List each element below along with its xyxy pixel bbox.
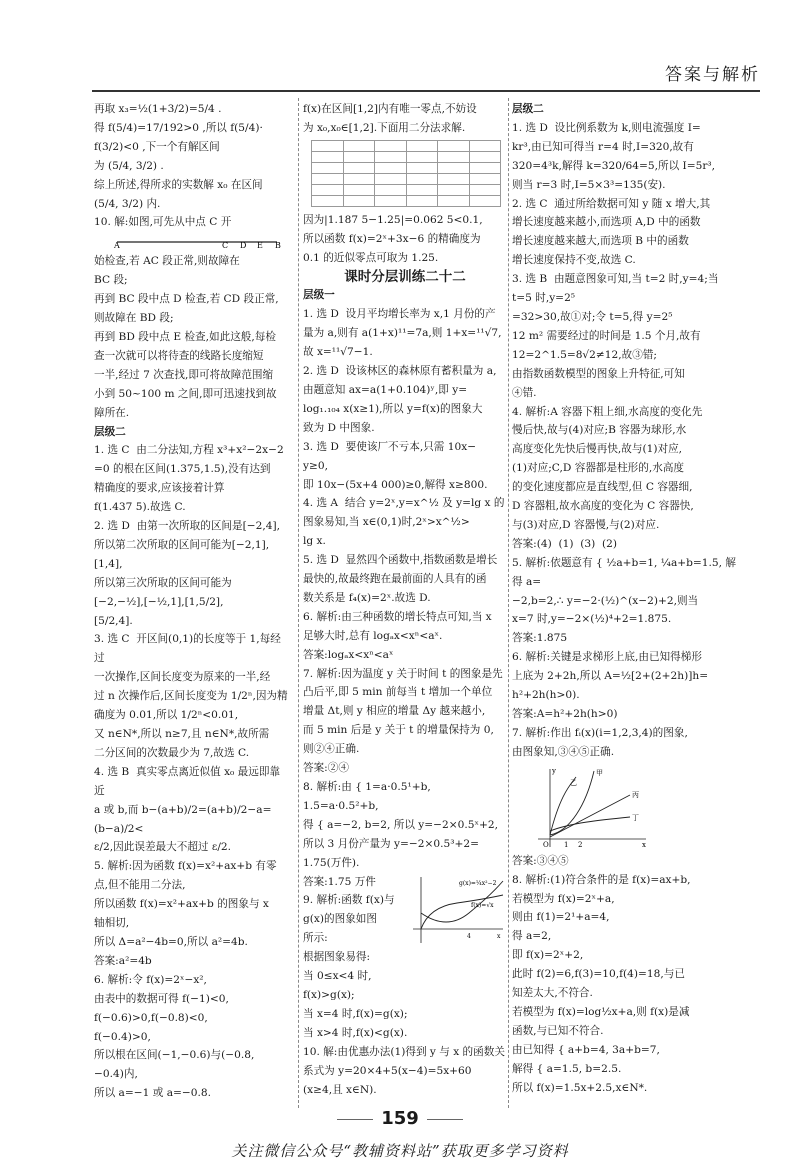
text-line: ε/2,因此误差最大不超过 ε/2. [94, 841, 232, 854]
text-line: 即 f(x)=2ˣ+2, [512, 949, 584, 962]
text-line: 8. 解析:(1)符合条件的是 f(x)=ax+b, [512, 873, 691, 886]
text-line: 始检查,若 AC 段正常,则故障在 [94, 255, 240, 268]
text-line: 上底为 2+2h,所以 A=½[2+(2+2h)]h= [512, 670, 709, 683]
text-line: 系式为 y=20×4+5(x−4)=5x+60 [303, 1064, 472, 1077]
text-line: 再取 x₃=½(1+3/2)=5/4 . [94, 103, 222, 115]
figure-label: D [240, 241, 247, 250]
text-line: 答案:③④⑤ [512, 854, 569, 867]
text-line: 的变化速度都应是直线型,但 C 容器细, [512, 481, 693, 494]
level-heading: 层级一 [303, 289, 335, 302]
text-line: h²+2h(h>0). [512, 689, 580, 702]
text-line: 7. 解析:因为温度 y 关于时间 t 的图象是先 [303, 667, 503, 680]
text-line: 答案:1.75 万件 [303, 875, 376, 888]
figure-label: A [114, 241, 120, 250]
text-line: 点,但不能用二分法, [94, 879, 186, 892]
text-line: 增长速度保持不变,故选 C. [512, 254, 636, 267]
text-line: 由已知得 { a+b=4, 3a+b=7, [512, 1043, 660, 1056]
tick-label: 1 [564, 840, 569, 849]
curve-label-f: f(x)=√x [471, 901, 494, 909]
text-line: 所以第二次所取的区间可能为[−2,1], [94, 538, 270, 551]
text-line: 确度为 0.01,所以 1/2ⁿ<0.01, [94, 709, 239, 722]
curve-label: 甲 [596, 768, 603, 777]
text-line: 1. 选 D 设月平均增长率为 x,1 月份的产 [303, 308, 496, 321]
text-line: 障所在. [94, 406, 130, 419]
text-line: 则当 r=3 时,I=5×3³=135(安). [512, 178, 666, 191]
text-line: 4. 选 B 真实零点离近似值 x₀ 最远即靠近 [94, 765, 281, 797]
text-line: 答案:②④ [303, 762, 349, 775]
column-1 [94, 100, 288, 1100]
text-line: 为 x₀,x₀∈[1,2].下面用二分法求解. [303, 121, 466, 134]
text-line: ④错. [512, 386, 537, 399]
text-line: 1. 选 C 由二分法知,方程 x³+x²−2x−2 [94, 444, 284, 457]
text-line: 12=2^1.5=8√2≠12,故③错; [512, 348, 658, 361]
figure-label: E [257, 241, 263, 250]
text-line: 得 f(5/4)=17/192>0 ,所以 f(5/4)· [94, 121, 263, 134]
text-line: 当 x>4 时,f(x)<g(x). [303, 1026, 408, 1039]
text-line: −0.4)内, [94, 1068, 138, 1081]
curve-label: 丁 [632, 813, 639, 822]
curve-ding [550, 817, 630, 831]
text-line: 若模型为 f(x)=log½x+a,则 f(x)是减 [512, 1005, 690, 1018]
text-line: (x≥4,且 x∈N). [303, 1083, 377, 1096]
text-line: 函数,与已知不符合. [512, 1024, 604, 1037]
text-line: 量为 a,则有 a(1+x)¹¹=7a,则 1+x=¹¹√7, [303, 327, 502, 340]
text-line: 8. 解析:由 { 1=a·0.5¹+b, 1.5=a·0.5²+b, [303, 781, 435, 812]
text-line: 答案:logₐx<xⁿ<aˣ [303, 648, 394, 661]
text-line: 9. 解析:函数 f(x)与 [303, 894, 395, 907]
header-title: 答案与解析 [665, 65, 760, 85]
text-line: [1,4], [94, 557, 123, 570]
text-line: 解得 { a=1.5, b=2.5. [512, 1062, 622, 1075]
text-line: 12 m² 需要经过的时间是 1.5 个月,故有 [512, 329, 701, 342]
text-line: 当 0≤x<4 时, [303, 970, 372, 983]
text-line: 所示: [303, 932, 328, 945]
text-line: 若模型为 f(x)=2ˣ+a, [512, 892, 615, 905]
text-line: 5. 解析:依题意有 { ½a+b=1, ¼a+b=1.5, 解得 a= [512, 556, 736, 588]
text-line: (5/4, 3/2) 内. [94, 197, 161, 210]
text-line: 所以根在区间(−1,−0.6)与(−0.8, [94, 1049, 255, 1062]
text-line: =32>30,故①对;令 t=5,得 y=2⁵ [512, 310, 673, 323]
text-line: 轴相切, [94, 917, 130, 930]
text-line: 因为|1.187 5−1.25|=0.062 5<0.1, [303, 213, 483, 226]
text-line: lg x. [303, 535, 326, 548]
text-line: 最快的,故最终跑在最前面的人具有的函 [303, 573, 487, 586]
text-line: −2,b=2,∴ y=−2·(½)^(x−2)+2,则当 [512, 594, 699, 607]
text-line [303, 1099, 507, 1100]
text-line: 得 a=2, [512, 930, 552, 943]
q9-block [303, 873, 507, 986]
text-line: 所以 Δ=a²−4b=0,所以 a²=4b. [94, 935, 248, 948]
text-line: 根据图象易得: [303, 951, 371, 964]
text-line: 3. 选 C 开区间(0,1)的长度等于 1,每经过 [94, 633, 281, 665]
text-line: 则故障在 BD 段; [94, 312, 174, 325]
text-line: f(−0.4)>0, [94, 1030, 151, 1043]
curve-label: 丙 [632, 790, 639, 799]
text-line: 2. 选 D 设该林区的森林原有蓄积量为 a, [303, 365, 497, 378]
text-line: f(x)>g(x); [303, 988, 355, 1001]
curve-label: 乙 [570, 778, 577, 787]
axis-label: x [497, 932, 501, 940]
text-line: 再到 BC 段中点 D 检查,若 CD 段正常, [94, 293, 279, 306]
text-line: 4. 解析:A 容器下粗上细,水高度的变化先 [512, 405, 703, 418]
text-line: a 或 b,而 b−(a+b)/2=(a+b)/2−a=(b−a)/2< [94, 803, 272, 835]
column-divider [298, 98, 299, 1108]
curve-label-g: g(x)=¼x²−2 [459, 879, 497, 887]
text-line: 而 5 min 后是 y 关于 t 的增量保持为 0, [303, 724, 494, 737]
text-line: 得 { a=−2, b=2, 所以 y=−2×0.5ˣ+2, [303, 818, 498, 831]
text-line: 1.75(万件). [303, 856, 360, 869]
text-line: 1. 选 D 设比例系数为 k,则电流强度 I= [512, 121, 701, 134]
text-line: 则由 f(1)=2¹+a=4, [512, 911, 610, 924]
text-line: 答案:A=h²+2h(h>0) [512, 708, 618, 720]
tick-label: 2 [578, 840, 583, 849]
text-line: 增长速度越来越小,而选项 A,D 中的函数 [512, 216, 701, 229]
text-line: 由题意知 ax=a(1+0.104)ʸ,即 y= [303, 383, 468, 396]
text-line: 答案:a²=4b [94, 954, 152, 967]
text-line: x=7 时,y=−2×(½)⁴+2=1.875. [512, 613, 672, 626]
text-line: 查一次就可以将待查的线路长度缩短 [94, 349, 264, 362]
text-line: y≥0, [303, 459, 328, 472]
text-line: (1)对应;C,D 容器都是柱形的,水高度 [512, 462, 685, 475]
tick-label: 4 [467, 932, 471, 940]
text-line: log₁.₁₀₄ x(x≥1),所以 y=f(x)的图象大 [303, 402, 483, 415]
header-rule [92, 60, 760, 92]
text-line: 知差太大,不符合. [512, 987, 593, 1000]
text-line: 所以 a=−1 或 a=−0.8. [94, 1087, 211, 1100]
text-line: 4. 选 A 结合 y=2ˣ,y=x^½ 及 y=lg x 的 [303, 497, 505, 510]
curve-f [421, 895, 503, 929]
text-line: 精确度的要求,应该接着计算 [94, 482, 225, 495]
text-line: 6. 解析:由三种函数的增长特点可知,当 x [303, 610, 492, 623]
section-title: 课时分层训练二十二 [344, 268, 466, 285]
text-line: 足够大时,总有 logₐx<xⁿ<aˣ. [303, 629, 443, 642]
text-line: 所以 3 月份产量为 y=−2×0.5³+2= [303, 837, 479, 850]
text-line: 由指数函数模型的图象上升特征,可知 [512, 367, 685, 380]
q9-graph [407, 873, 507, 945]
text-line: 一半,经过 7 次查找,即可将故障范围缩 [94, 368, 274, 381]
text-line: 慢后快,故与(4)对应;B 容器为球形,水 [512, 424, 687, 437]
bisection-table [311, 140, 501, 207]
text-line: 320=4³k,解得 k=320/64=5,所以 I=5r³, [512, 159, 716, 172]
origin-label: O [543, 840, 549, 849]
figure-label: C [222, 241, 229, 250]
text-line: 又 n∈N*,所以 n≥7,且 n∈N*,故所需 [94, 728, 270, 740]
text-line: 7. 解析:作出 fᵢ(x)(i=1,2,3,4)的图象, [512, 726, 688, 739]
text-line: 高度变化先快后慢再快,故与(1)对应, [512, 443, 683, 456]
column-3 [512, 100, 740, 1100]
text-line: f(x)在区间[1,2]内有唯一零点,不妨设 [303, 103, 477, 115]
text-line: 数关系是 f₄(x)=2ˣ.故选 D. [303, 591, 431, 604]
text-line: 由图象知,③④⑤正确. [512, 745, 615, 758]
text-line: 所以第三次所取的区间可能为 [94, 576, 232, 589]
text-line: 2. 选 D 由第一次所取的区间是[−2,4], [94, 520, 280, 533]
text-line: 当 x=4 时,f(x)=g(x); [303, 1007, 408, 1020]
text-line: 过 n 次操作后,区间长度变为 1/2ⁿ,因为精 [94, 690, 288, 703]
text-line: 再到 BD 段中点 E 检查,如此这般,每检 [94, 330, 276, 343]
text-line: 5. 选 D 显然四个函数中,指数函数是增长 [303, 554, 498, 567]
text-line: 3. 选 D 要使该厂不亏本,只需 10x− [303, 440, 477, 453]
text-line: 6. 解析:关键是求梯形上底,由已知得梯形 [512, 651, 702, 664]
text-line [512, 1098, 740, 1101]
axis-label: y [552, 766, 556, 775]
line-segment-figure [112, 235, 282, 249]
page-number-value: 159 [381, 1108, 419, 1129]
text-line: 0.1 的近似零点可取为 1.25. [303, 251, 439, 264]
text-line: 此时 f(2)=6,f(3)=10,f(4)=18,与已 [512, 968, 685, 981]
footer-note: 关注微信公众号“教辅资料站”获取更多学习资料 [231, 1142, 569, 1160]
text-line: [−2,−½],[−½,1],[1,5/2], [94, 595, 224, 608]
text-line: f(−0.6)>0,f(−0.8)<0, [94, 1011, 208, 1024]
level-heading: 层级二 [512, 103, 544, 115]
text-line: 6. 解析:令 f(x)=2ˣ−x², [94, 973, 207, 986]
text-line: 答案:1.875 [512, 632, 568, 645]
text-line: 增长速度越来越大,而选项 B 中的函数 [512, 235, 689, 248]
text-line: 小到 50~100 m 之间,即可迅速找到故 [94, 387, 277, 400]
text-line: D 容器粗,故水高度的变化为 C 容器快, [512, 500, 694, 513]
text-line: 答案:(4) (1) (3) (2) [512, 537, 617, 550]
text-line: 增量 Δt,则 y 相应的增量 Δy 越来越小, [303, 705, 486, 718]
text-line: 所以 f(x)=1.5x+2.5,x∈N*. [512, 1081, 648, 1094]
text-line: 故 x=¹¹√7−1. [303, 346, 373, 359]
text-line: 则②④正确. [303, 743, 360, 756]
text-line: g(x)的图象如图 [303, 913, 377, 926]
text-line: 10. 解:如图,可先从中点 C 开 [94, 216, 232, 229]
level-heading: 层级二 [94, 425, 126, 438]
text-line: 二分区间的次数最少为 7,故选 C. [94, 746, 250, 759]
axis-label: x [642, 840, 646, 849]
text-line: 所以函数 f(x)=x²+ax+b 的图象与 x [94, 898, 269, 911]
text-line: 综上所述,得所求的实数解 x₀ 在区间 [94, 178, 263, 191]
text-line: =0 的根在区间(1.375,1.5),没有达到 [94, 463, 271, 476]
text-line: [5/2,4]. [94, 614, 133, 627]
text-line: 一次操作,区间长度变为原来的一半,经 [94, 671, 271, 684]
q7-graph [530, 765, 650, 849]
page-number [0, 1108, 800, 1129]
text-line: f(1.437 5).故选 C. [94, 501, 186, 514]
column-divider [508, 98, 509, 1108]
text-line: kr³,由已知可得当 r=4 时,I=320,故有 [512, 140, 694, 153]
curve-bing [550, 795, 630, 837]
column-2 [303, 100, 507, 1100]
figure-label: B [275, 241, 281, 250]
text-line: 所以函数 f(x)=2ˣ+3x−6 的精确度为 [303, 232, 481, 245]
text-line: 5. 解析:因为函数 f(x)=x²+ax+b 有零 [94, 860, 277, 873]
text-line: 为 (5/4, 3/2) . [94, 159, 164, 172]
text-line: 致为 D 中图象. [303, 421, 375, 434]
text-line: f(3/2)<0 ,下一个有解区间 [94, 140, 220, 153]
text-line: 凸后平,即 5 min 前每当 t 增加一个单位 [303, 686, 493, 699]
text-line: 与(3)对应,D 容器慢,与(2)对应. [512, 518, 660, 531]
text-line: 由表中的数据可得 f(−1)<0, [94, 992, 229, 1005]
text-line: BC 段; [94, 274, 128, 287]
text-line: 图象易知,当 x∈(0,1)时,2ˣ>x^½> [303, 516, 470, 529]
text-line: 3. 选 B 由题意图象可知,当 t=2 时,y=4;当 t=5 时,y=2⁵ [512, 273, 722, 305]
text-line: 即 10x−(5x+4 000)≥0,解得 x≥800. [303, 478, 488, 491]
text-line: 10. 解:由优惠办法(1)得到 y 与 x 的函数关 [303, 1045, 505, 1058]
text-line: 2. 选 C 通过所给数据可知 y 随 x 增大,其 [512, 197, 711, 210]
